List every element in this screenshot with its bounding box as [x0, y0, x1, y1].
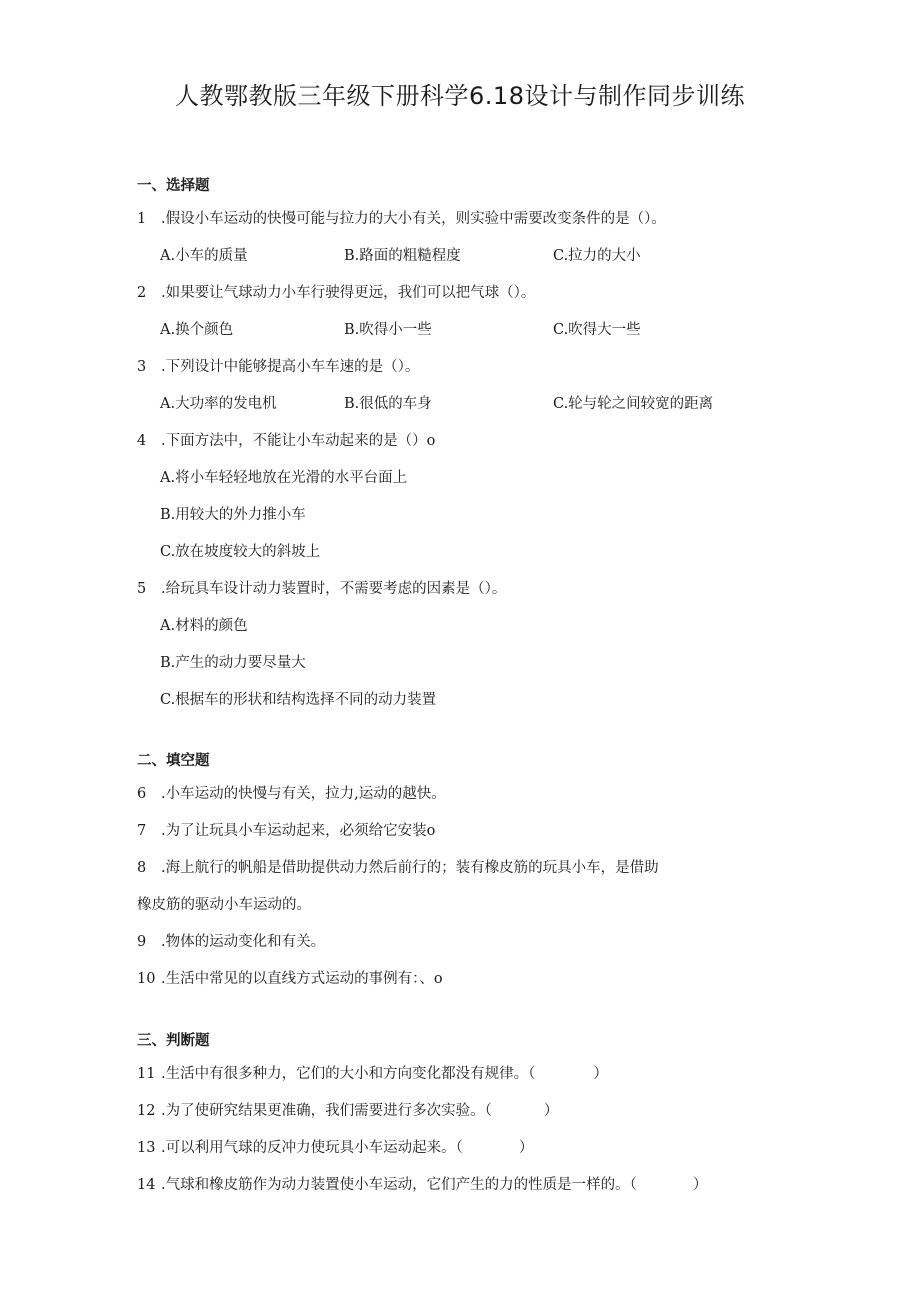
question-1: [137, 207, 666, 228]
question-text: .气球和橡皮筋作为动力装置使小车运动，它们产生的力的性质是一样的。（: [161, 1177, 637, 1193]
question-4: [137, 429, 435, 450]
question-6: [137, 782, 446, 803]
question-2: [137, 281, 535, 302]
question-9: [137, 930, 325, 951]
question-3: [137, 355, 419, 376]
option-a: A.将小车轻轻地放在光滑的水平台面上: [160, 470, 408, 486]
question-number: 12: [137, 1103, 156, 1119]
question-text: .海上航行的帆船是借助提供动力然后前行的；装有橡皮筋的玩具小车，是借助: [161, 860, 659, 876]
question-text: .假设小车运动的快慢可能与拉力的大小有关，则实验中需要改变条件的是（）。: [161, 211, 666, 227]
question-8-continued: 橡皮筋的驱动小车运动的。: [137, 897, 311, 913]
section-heading-fill: 二、填空题: [137, 753, 210, 769]
question-number: 13: [137, 1140, 156, 1156]
option-b: B.吹得小一些: [344, 322, 432, 338]
question-text: .下面方法中，不能让小车动起来的是（）o: [161, 433, 436, 449]
question-10: [137, 967, 443, 988]
question-text: .给玩具车设计动力装置时，不需要考虑的因素是（）。: [161, 581, 507, 597]
option-b: B.路面的粗糙程度: [344, 248, 461, 264]
question-number: 3: [137, 359, 147, 375]
option-c: C.根据车的形状和结构选择不同的动力装置: [160, 692, 437, 708]
option-a: A.材料的颜色: [160, 618, 248, 634]
page-title: 人教鄂教版三年级下册科学6.18设计与制作同步训练: [175, 82, 745, 110]
question-number: 7: [137, 823, 147, 839]
section-heading-judge: 三、判断题: [137, 1033, 210, 1049]
question-number: 8: [137, 860, 147, 876]
question-number: 11: [137, 1066, 156, 1082]
close-paren: ）: [593, 1066, 608, 1082]
question-text: .为了让玩具小车运动起来，必须给它安装o: [161, 823, 436, 839]
close-paren: ）: [543, 1103, 559, 1119]
question-text: .如果要让气球动力小车行驶得更远，我们可以把气球（）。: [161, 285, 536, 301]
question-14: [137, 1173, 707, 1194]
question-number: 6: [137, 786, 147, 802]
question-number: 5: [137, 581, 147, 597]
option-b: B.产生的动力要尽量大: [160, 655, 306, 671]
question-text: .小车运动的快慢与有关，拉力,运动的越快。: [161, 786, 446, 802]
question-number: 14: [137, 1177, 156, 1193]
question-text: .生活中有很多种力，它们的大小和方向变化都没有规律。（: [161, 1066, 536, 1082]
close-paren: ）: [692, 1177, 708, 1193]
close-paren: ）: [518, 1140, 534, 1156]
option-c: C.拉力的大小: [553, 248, 641, 264]
option-b: B.用较大的外力推小车: [160, 507, 306, 523]
question-number: 4: [137, 433, 147, 449]
question-7: [137, 819, 435, 840]
question-number: 1: [137, 211, 147, 227]
option-c: C.放在坡度较大的斜坡上: [160, 544, 321, 560]
question-8: [137, 856, 659, 877]
question-11: [137, 1062, 608, 1083]
option-b: B.很低的车身: [344, 396, 432, 412]
option-a: A.小车的质量: [160, 248, 248, 264]
question-5: [137, 577, 506, 598]
option-a: A.大功率的发电机: [160, 396, 277, 412]
question-13: [137, 1136, 533, 1157]
question-number: 9: [137, 934, 147, 950]
question-text: .可以利用气球的反冲力使玩具小车运动起来。（: [161, 1140, 463, 1156]
question-number: 10: [137, 971, 156, 987]
question-text: .下列设计中能够提高小车车速的是（）。: [161, 359, 420, 375]
option-c: C.轮与轮之间较宽的距离: [553, 396, 714, 412]
option-c: C.吹得大一些: [553, 322, 641, 338]
question-text: .生活中常见的以直线方式运动的事例有：、o: [161, 971, 443, 987]
question-12: [137, 1099, 558, 1120]
option-a: A.换个颜色: [160, 322, 234, 338]
question-number: 2: [137, 285, 147, 301]
question-text: .为了使研究结果更准确，我们需要进行多次实验。（: [161, 1103, 492, 1119]
question-text: .物体的运动变化和有关。: [161, 934, 326, 950]
section-heading-choice: 一、选择题: [137, 178, 210, 194]
